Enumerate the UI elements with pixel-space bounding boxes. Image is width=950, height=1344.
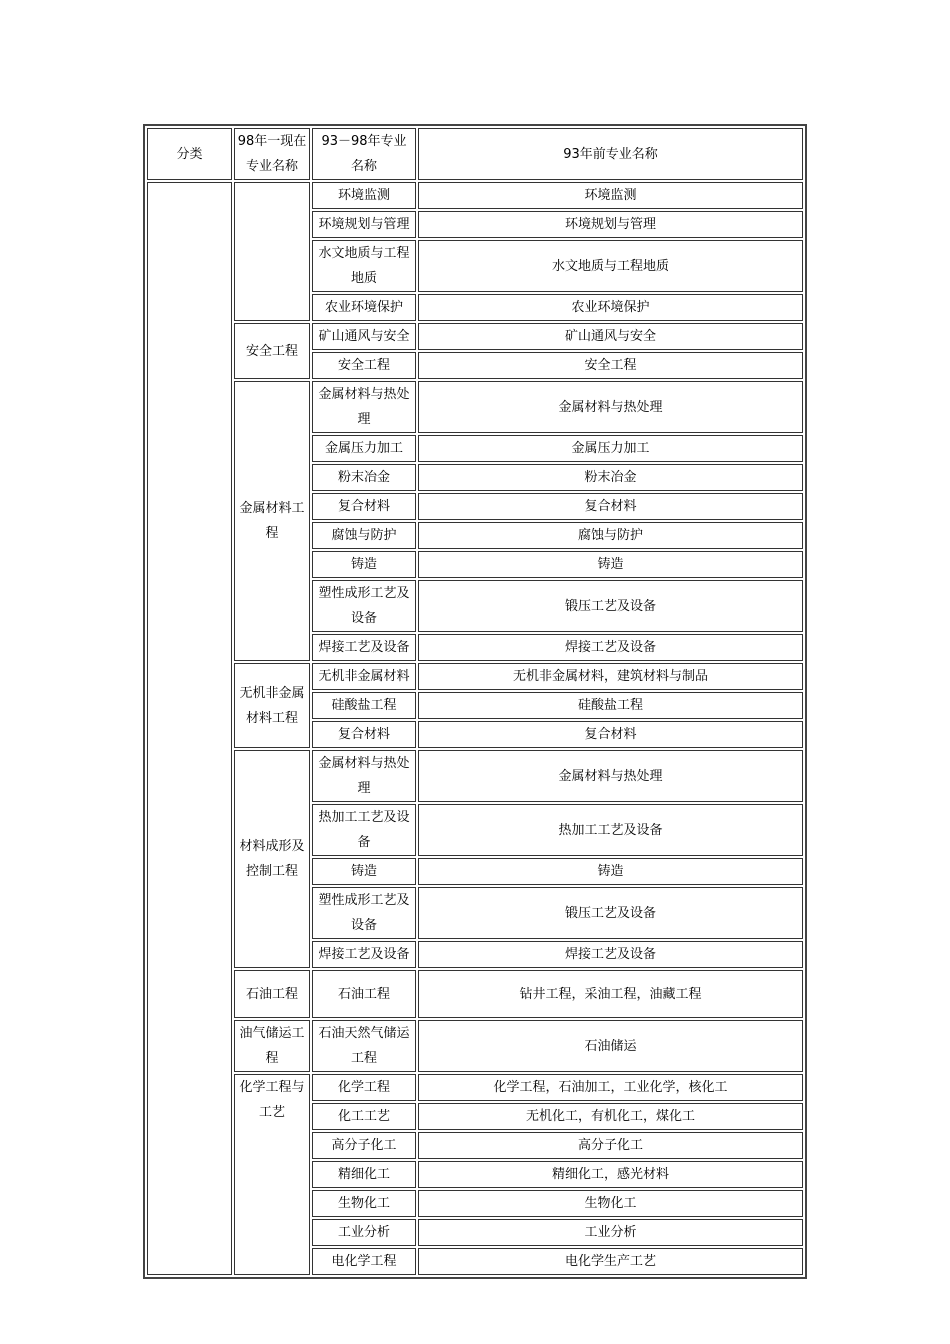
mid-major-cell: 腐蚀与防护 — [312, 522, 416, 549]
pre-major-cell: 电化学生产工艺 — [418, 1248, 803, 1275]
mid-major-cell: 石油工程 — [312, 970, 416, 1018]
pre-major-cell: 热加工工艺及设备 — [418, 804, 803, 856]
current-major-cell: 安全工程 — [234, 323, 310, 379]
current-major-cell: 化学工程与工艺 — [234, 1074, 310, 1275]
mid-major-cell: 水文地质与工程地质 — [312, 240, 416, 292]
mid-major-cell: 石油天然气储运工程 — [312, 1020, 416, 1072]
mid-major-cell: 焊接工艺及设备 — [312, 634, 416, 661]
pre-major-cell: 精细化工，感光材料 — [418, 1161, 803, 1188]
mid-major-cell: 高分子化工 — [312, 1132, 416, 1159]
mid-major-cell: 矿山通风与安全 — [312, 323, 416, 350]
pre-major-cell: 粉末冶金 — [418, 464, 803, 491]
pre-major-cell: 安全工程 — [418, 352, 803, 379]
mid-major-cell: 精细化工 — [312, 1161, 416, 1188]
mid-major-cell: 粉末冶金 — [312, 464, 416, 491]
table-row — [147, 323, 803, 350]
mid-major-cell: 电化学工程 — [312, 1248, 416, 1275]
table-row — [147, 381, 803, 433]
pre-major-cell: 锻压工艺及设备 — [418, 580, 803, 632]
header-row — [147, 128, 803, 180]
current-major-cell — [234, 182, 310, 321]
pre-major-cell: 复合材料 — [418, 721, 803, 748]
mid-major-cell: 塑性成形工艺及设备 — [312, 580, 416, 632]
major-mapping-table — [143, 124, 807, 1279]
mid-major-cell: 农业环境保护 — [312, 294, 416, 321]
pre-major-cell: 金属材料与热处理 — [418, 381, 803, 433]
mid-major-cell: 无机非金属材料 — [312, 663, 416, 690]
pre-major-cell: 环境监测 — [418, 182, 803, 209]
pre-major-cell: 腐蚀与防护 — [418, 522, 803, 549]
pre-major-cell: 无机非金属材料，建筑材料与制品 — [418, 663, 803, 690]
pre-major-cell: 硅酸盐工程 — [418, 692, 803, 719]
pre-major-cell: 复合材料 — [418, 493, 803, 520]
header-category: 分类 — [147, 128, 232, 180]
mid-major-cell: 热加工工艺及设备 — [312, 804, 416, 856]
pre-major-cell: 化学工程，石油加工，工业化学，核化工 — [418, 1074, 803, 1101]
table-row — [147, 750, 803, 802]
pre-major-cell: 农业环境保护 — [418, 294, 803, 321]
pre-major-cell: 铸造 — [418, 551, 803, 578]
table-row — [147, 182, 803, 209]
table-row — [147, 1074, 803, 1101]
table-body — [147, 128, 803, 1275]
table-row — [147, 970, 803, 1018]
pre-major-cell: 生物化工 — [418, 1190, 803, 1217]
pre-major-cell: 金属压力加工 — [418, 435, 803, 462]
mid-major-cell: 安全工程 — [312, 352, 416, 379]
category-cell — [147, 182, 232, 1275]
header-mid-major: 93－98年专业名称 — [312, 128, 416, 180]
mid-major-cell: 金属材料与热处理 — [312, 381, 416, 433]
pre-major-cell: 环境规划与管理 — [418, 211, 803, 238]
mid-major-cell: 环境规划与管理 — [312, 211, 416, 238]
current-major-cell: 金属材料工程 — [234, 381, 310, 661]
pre-major-cell: 无机化工，有机化工，煤化工 — [418, 1103, 803, 1130]
current-major-cell: 石油工程 — [234, 970, 310, 1018]
mid-major-cell: 硅酸盐工程 — [312, 692, 416, 719]
pre-major-cell: 金属材料与热处理 — [418, 750, 803, 802]
header-pre-major: 93年前专业名称 — [418, 128, 803, 180]
table-row — [147, 1020, 803, 1072]
mid-major-cell: 铸造 — [312, 858, 416, 885]
mid-major-cell: 复合材料 — [312, 493, 416, 520]
pre-major-cell: 锻压工艺及设备 — [418, 887, 803, 939]
mid-major-cell: 复合材料 — [312, 721, 416, 748]
pre-major-cell: 矿山通风与安全 — [418, 323, 803, 350]
pre-major-cell: 铸造 — [418, 858, 803, 885]
table-row — [147, 663, 803, 690]
pre-major-cell: 焊接工艺及设备 — [418, 634, 803, 661]
mid-major-cell: 化工工艺 — [312, 1103, 416, 1130]
mid-major-cell: 铸造 — [312, 551, 416, 578]
mid-major-cell: 金属压力加工 — [312, 435, 416, 462]
pre-major-cell: 石油储运 — [418, 1020, 803, 1072]
mid-major-cell: 化学工程 — [312, 1074, 416, 1101]
pre-major-cell: 水文地质与工程地质 — [418, 240, 803, 292]
pre-major-cell: 工业分析 — [418, 1219, 803, 1246]
pre-major-cell: 高分子化工 — [418, 1132, 803, 1159]
mid-major-cell: 工业分析 — [312, 1219, 416, 1246]
current-major-cell: 无机非金属材料工程 — [234, 663, 310, 748]
mid-major-cell: 环境监测 — [312, 182, 416, 209]
mid-major-cell: 生物化工 — [312, 1190, 416, 1217]
current-major-cell: 材料成形及控制工程 — [234, 750, 310, 968]
pre-major-cell: 钻井工程，采油工程，油藏工程 — [418, 970, 803, 1018]
mid-major-cell: 金属材料与热处理 — [312, 750, 416, 802]
mid-major-cell: 焊接工艺及设备 — [312, 941, 416, 968]
current-major-cell: 油气储运工程 — [234, 1020, 310, 1072]
pre-major-cell: 焊接工艺及设备 — [418, 941, 803, 968]
header-current-major: 98年一现在专业名称 — [234, 128, 310, 180]
mid-major-cell: 塑性成形工艺及设备 — [312, 887, 416, 939]
